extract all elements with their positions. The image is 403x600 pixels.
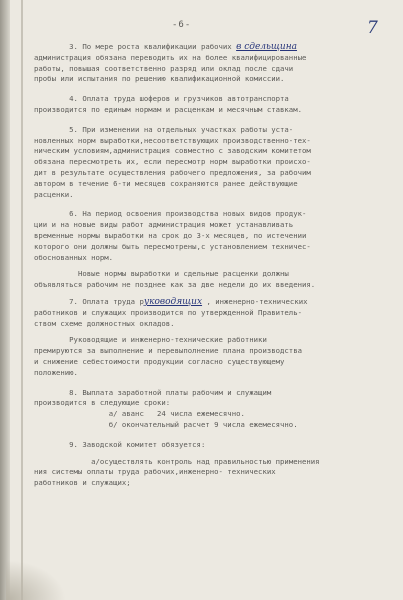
paragraph-3 xyxy=(34,42,384,85)
paragraph-line: положению. xyxy=(34,367,78,377)
paragraph-line: производится по единым нормам и расценкам и месячным ставкам. xyxy=(34,104,302,114)
paragraph-line: работы, повышая соответственно разряд или оклад после сдачи xyxy=(34,63,294,73)
typed-text: 6. На период освоения производства новых видов продук- xyxy=(69,209,307,219)
list-item xyxy=(34,457,384,468)
paragraph-line xyxy=(34,209,384,220)
paragraph-line: администрация обязана переводить их на более квалифицированные xyxy=(34,52,307,62)
paragraph-line: новленных норм выработки,несоответствующих производственно-тех- xyxy=(34,135,311,145)
typed-text: а/осуществлять контроль над правильностью применения xyxy=(91,456,320,466)
paragraph-4 xyxy=(34,94,384,116)
paragraph-line: временные нормы выработки на срок до 3-х месяцев, по истечении xyxy=(34,230,307,240)
typed-text: 5. При изменении на отдельных участках работы уста- xyxy=(69,124,294,134)
typed-text: 3. По мере роста квалификации рабочих xyxy=(69,42,237,51)
paragraph-7b xyxy=(34,335,384,378)
paragraph-line: обоснованных норм. xyxy=(34,252,114,262)
paragraph-line xyxy=(34,440,384,451)
paragraph-line: которого они должны быть пересмотрены,с установлением техничес- xyxy=(34,241,311,251)
typed-text: Руководящие и инженерно-технические работники xyxy=(69,335,267,345)
paragraph-line: расценки. xyxy=(34,189,74,199)
typed-text: 7. Оплата труда р xyxy=(69,296,144,306)
paragraph-line: и снижение себестоимости продукции согласно существующему xyxy=(34,356,285,366)
page-number: -6- xyxy=(172,20,192,30)
paragraph-line xyxy=(34,297,384,308)
handwritten-insert: в сдельщина xyxy=(236,42,298,52)
paragraph-5 xyxy=(34,125,384,201)
list-item xyxy=(34,409,384,420)
folio-number: 7 xyxy=(367,18,378,38)
typed-text: 8. Выплата заработной платы рабочим и служащим xyxy=(69,387,272,397)
paragraph-7 xyxy=(34,297,384,329)
paragraph-line xyxy=(34,42,384,53)
paragraph-line: ническим условиям,администрация совместно с заводским комитетом xyxy=(34,146,311,156)
paper-stain xyxy=(6,560,66,600)
paragraph-line xyxy=(34,125,384,136)
typed-text: 9. Заводской комитет обязуется: xyxy=(69,439,206,449)
paragraph-6b xyxy=(34,269,384,291)
typed-text: Новые нормы выработки и сдельные расценки должны xyxy=(77,269,289,279)
typed-text: а/ аванс 24 числа ежемесячно. xyxy=(108,409,245,419)
list-item xyxy=(34,420,384,431)
paragraph-line: дит в результате осуществления рабочего предложения, за рабочим xyxy=(34,167,311,177)
paragraph-line xyxy=(34,269,384,280)
typed-text: 4. Оплата труда шоферов и грузчиков автотранспорта xyxy=(69,94,289,104)
paragraph-line: автором в течение 6-ти месяцев сохраняются ранее действующие xyxy=(34,178,298,188)
handwritten-insert: уководящих xyxy=(143,296,203,307)
paragraph-line: работников и служащих производится по утвержденной Правитель- xyxy=(34,307,302,317)
paragraph-line: ции и на новые виды работ администрация может устанавливать xyxy=(34,220,294,230)
margin-fold-line xyxy=(21,0,23,600)
typed-text: б/ окончательный расчет 9 числа ежемесячно. xyxy=(108,419,298,429)
paragraph-line: объявляться рабочим не позднее как за две недели до их введения. xyxy=(34,280,316,290)
paragraph-6 xyxy=(34,209,384,263)
paragraph-9 xyxy=(34,440,384,489)
paragraph-line: премируются за выполнение и перевыполнение плана производства xyxy=(34,346,302,356)
paragraph-line: производится в следующие сроки: xyxy=(34,398,171,408)
paragraph-line: работников и служащих; xyxy=(34,478,131,488)
document-body xyxy=(34,42,384,489)
page-edge-shadow xyxy=(0,0,10,600)
paragraph-line: обязана пересмотреть их, если пересмотр норм выработки происхо- xyxy=(34,157,311,167)
paragraph-line: ством схеме должностных окладов. xyxy=(34,318,175,328)
paragraph-line: пробы или испытания по решению квалификационной комиссии. xyxy=(34,74,285,84)
paragraph-line xyxy=(34,335,384,346)
typed-text: , инженерно-технических xyxy=(202,296,308,306)
paragraph-line xyxy=(34,388,384,399)
paragraph-line xyxy=(34,94,384,105)
paragraph-8 xyxy=(34,388,384,431)
paragraph-line: ния системы оплаты труда рабочих,инженерно- технических xyxy=(34,467,276,477)
